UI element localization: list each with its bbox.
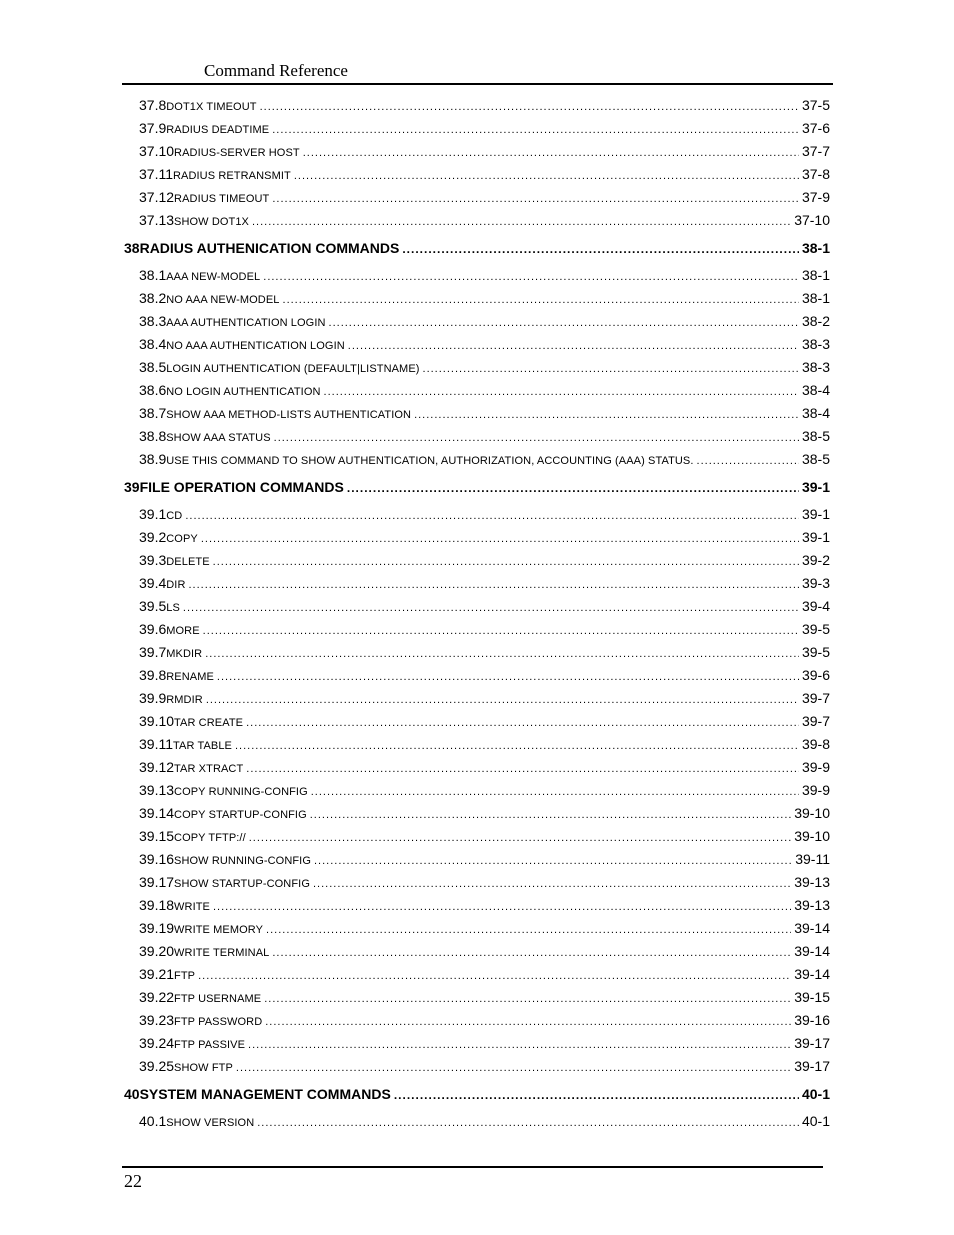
toc-leader [394,1079,799,1111]
toc-entry-number: 39.25 [139,1058,175,1074]
toc-leader [235,735,799,758]
toc-entry-number: 39.11 [139,736,173,752]
toc-entry-page: 39-17 [794,1035,830,1051]
toc-entry[interactable] [124,595,830,618]
toc-entry-page: 38-3 [801,359,830,375]
toc-entry-number: 38.7 [139,405,167,421]
toc-entry-title: SHOW VERSION [166,1117,255,1129]
toc-leader [348,335,799,358]
toc-entry-page: 39-16 [794,1012,830,1028]
toc-entry[interactable] [124,802,830,825]
toc-entry[interactable] [124,140,830,163]
toc-entry-number: 39.1 [139,506,167,522]
toc-entry-number: 39.16 [139,851,175,867]
toc-entry[interactable] [124,641,830,664]
toc-entry[interactable] [124,963,830,986]
toc-leader [310,804,791,827]
toc-leader [189,574,799,597]
running-header: Command Reference [204,61,348,80]
toc-entry-number: 39.6 [139,621,167,637]
toc-entry[interactable] [124,572,830,595]
toc-leader [272,942,791,965]
toc-entry[interactable] [124,848,830,871]
toc-entry[interactable] [124,186,830,209]
toc-leader [311,781,799,804]
toc-entry-page: 39-17 [794,1058,830,1074]
table-of-contents [124,94,830,1133]
toc-leader [213,896,791,919]
toc-entry-number: 37.12 [139,189,175,205]
toc-entry-number: 39.7 [139,644,167,660]
toc-entry[interactable] [124,526,830,549]
chapter-title: SYSTEM MANAGEMENT COMMANDS [139,1086,391,1102]
toc-entry-title: DELETE [166,556,210,568]
toc-entry-page: 39-2 [801,552,830,568]
toc-entry[interactable] [124,1009,830,1032]
toc-entry-page: 40-1 [801,1113,830,1129]
toc-leader [283,289,799,312]
toc-entry-number: 38.5 [139,359,167,375]
toc-entry[interactable] [124,448,830,471]
toc-entry-page: 39-13 [794,874,830,890]
toc-entry[interactable] [124,779,830,802]
toc-entry-number: 37.9 [139,120,167,136]
toc-entry-title: AAA AUTHENTICATION LOGIN [166,317,326,329]
toc-entry-title: TAR XTRACT [174,763,244,775]
toc-entry-page: 38-5 [801,428,830,444]
toc-entry[interactable] [124,503,830,526]
toc-leader [264,988,791,1011]
toc-entry-title: SHOW FTP [174,1062,233,1074]
toc-leader [272,119,799,142]
toc-entry-title: COPY STARTUP-CONFIG [174,809,307,821]
toc-leader [423,358,799,381]
toc-entry-page: 39-14 [794,943,830,959]
toc-entry-page: 37-6 [801,120,830,136]
toc-entry-number: 38.1 [139,267,167,283]
toc-entry-title: FTP [174,970,196,982]
toc-entry-number: 39.18 [139,897,175,913]
toc-leader [213,551,799,574]
toc-entry-page: 38-5 [801,451,830,467]
toc-entry[interactable] [124,310,830,333]
toc-entry-title: WRITE TERMINAL [174,947,270,959]
toc-entry-number: 38.3 [139,313,167,329]
toc-chapter[interactable] [124,1078,830,1110]
toc-entry-number: 39.14 [139,805,175,821]
toc-entry[interactable] [124,287,830,310]
toc-entry[interactable] [124,618,830,641]
toc-entry-number: 37.8 [139,97,167,113]
chapter-page: 40-1 [801,1086,830,1102]
toc-entry-page: 37-9 [801,189,830,205]
toc-leader [697,450,799,473]
toc-entry-page: 39-8 [801,736,830,752]
toc-entry[interactable] [124,402,830,425]
toc-entry-number: 39.22 [139,989,175,1005]
footer-divider [122,1166,823,1168]
toc-entry[interactable] [124,940,830,963]
toc-entry[interactable] [124,664,830,687]
toc-entry-page: 37-7 [801,143,830,159]
toc-entry-number: 39.2 [139,529,167,545]
toc-entry-title: WRITE MEMORY [174,924,264,936]
toc-entry-page: 39-9 [801,782,830,798]
toc-entry-number: 38.2 [139,290,167,306]
toc-entry-page: 39-3 [801,575,830,591]
toc-leader [198,965,791,988]
toc-entry-page: 39-6 [801,667,830,683]
toc-entry-number: 39.13 [139,782,175,798]
toc-entry-title: RADIUS DEADTIME [166,124,270,136]
header-divider [122,83,833,85]
toc-entry-page: 39-9 [801,759,830,775]
toc-entry[interactable] [124,209,830,232]
toc-entry-title: AAA NEW-MODEL [166,271,261,283]
toc-entry-number: 39.20 [139,943,175,959]
toc-leader [265,1011,791,1034]
toc-entry-title: FTP USERNAME [174,993,262,1005]
toc-leader [248,1034,791,1057]
toc-entry-title: FTP PASSIVE [174,1039,246,1051]
toc-entry[interactable] [124,94,830,117]
toc-chapter[interactable] [124,232,830,264]
toc-entry-title: RMDIR [166,694,203,706]
toc-entry[interactable] [124,733,830,756]
toc-entry-page: 39-1 [801,529,830,545]
chapter-number: 39 [124,479,140,495]
toc-leader [252,211,791,234]
toc-entry[interactable] [124,894,830,917]
toc-entry[interactable] [124,549,830,572]
toc-leader [257,1112,799,1135]
toc-entry-title: COPY [166,533,198,545]
toc-leader [329,312,799,335]
toc-entry-title: FTP PASSWORD [174,1016,263,1028]
toc-leader [205,643,799,666]
toc-entry-number: 37.11 [139,166,173,182]
toc-leader [201,528,799,551]
toc-entry-title: LOGIN AUTHENTICATION (DEFAULT|LISTNAME) [166,363,420,375]
toc-entry[interactable] [124,356,830,379]
toc-entry[interactable] [124,710,830,733]
chapter-title: FILE OPERATION COMMANDS [139,479,344,495]
toc-entry-title: COPY RUNNING-CONFIG [174,786,308,798]
toc-leader [324,381,799,404]
toc-entry[interactable] [124,1110,830,1133]
toc-entry-title: SHOW AAA STATUS [166,432,271,444]
toc-entry-title: SHOW RUNNING-CONFIG [174,855,311,867]
toc-entry-page: 39-13 [794,897,830,913]
toc-entry-page: 38-1 [801,267,830,283]
toc-entry[interactable] [124,756,830,779]
toc-leader [185,505,799,528]
toc-leader [414,404,799,427]
toc-entry-title: SHOW DOT1X [174,216,249,228]
chapter-number: 38 [124,240,140,256]
toc-entry-number: 39.21 [139,966,175,982]
toc-entry[interactable] [124,687,830,710]
toc-chapter[interactable] [124,471,830,503]
toc-entry-page: 39-7 [801,713,830,729]
chapter-number: 40 [124,1086,140,1102]
toc-entry-number: 38.4 [139,336,167,352]
toc-leader [183,597,799,620]
toc-leader [203,620,799,643]
toc-entry-title: TAR CREATE [174,717,244,729]
toc-entry-page: 39-5 [801,644,830,660]
toc-entry-number: 39.23 [139,1012,175,1028]
toc-leader [266,919,791,942]
toc-entry-number: 39.5 [139,598,167,614]
toc-entry-title: LS [166,602,180,614]
toc-entry[interactable] [124,379,830,402]
toc-entry-number: 38.6 [139,382,167,398]
toc-entry-title: RADIUS-SERVER HOST [174,147,300,159]
chapter-title: RADIUS AUTHENICATION COMMANDS [139,240,400,256]
toc-entry-title: COPY TFTP:// [174,832,246,844]
toc-entry-title: SHOW STARTUP-CONFIG [174,878,310,890]
toc-entry-title: USE THIS COMMAND TO SHOW AUTHENTICATION, AUTHORIZATION, ACCOUNTING (AAA) STATUS. [166,455,694,467]
toc-entry-title: NO LOGIN AUTHENTICATION [166,386,321,398]
toc-leader [402,233,799,265]
toc-entry-title: RADIUS TIMEOUT [174,193,270,205]
toc-entry-number: 39.24 [139,1035,175,1051]
toc-entry-page: 37-10 [794,212,830,228]
toc-entry[interactable] [124,1055,830,1078]
toc-leader [260,96,799,119]
toc-leader [294,165,799,188]
toc-entry-page: 39-10 [794,828,830,844]
toc-leader [217,666,799,689]
toc-entry-number: 39.9 [139,690,167,706]
toc-entry[interactable] [124,871,830,894]
toc-entry-title: RADIUS RETRANSMIT [173,170,291,182]
toc-entry-title: CD [166,510,183,522]
toc-entry-number: 37.10 [139,143,175,159]
chapter-page: 38-1 [801,240,830,256]
toc-entry[interactable] [124,825,830,848]
toc-entry-page: 39-4 [801,598,830,614]
toc-entry[interactable] [124,117,830,140]
toc-entry[interactable] [124,333,830,356]
toc-entry-title: NO AAA AUTHENTICATION LOGIN [166,340,345,352]
toc-leader [246,758,799,781]
toc-entry-page: 38-4 [801,382,830,398]
toc-entry-page: 39-11 [795,851,830,867]
toc-leader [303,142,799,165]
toc-entry[interactable] [124,264,830,287]
toc-entry-page: 38-2 [801,313,830,329]
toc-entry[interactable] [124,986,830,1009]
toc-entry-number: 39.8 [139,667,167,683]
toc-entry[interactable] [124,1032,830,1055]
toc-entry-number: 39.15 [139,828,175,844]
toc-entry-title: MKDIR [166,648,203,660]
toc-entry-title: WRITE [174,901,210,913]
toc-entry-page: 39-14 [794,966,830,982]
toc-entry-page: 39-14 [794,920,830,936]
toc-entry-page: 37-5 [801,97,830,113]
toc-entry-page: 39-10 [794,805,830,821]
toc-entry-title: NO AAA NEW-MODEL [166,294,280,306]
toc-entry-number: 40.1 [139,1113,167,1129]
toc-entry-title: MORE [166,625,200,637]
toc-leader [236,1057,791,1080]
toc-entry-title: DIR [166,579,186,591]
toc-leader [249,827,791,850]
toc-leader [246,712,799,735]
toc-entry-number: 37.13 [139,212,175,228]
toc-leader [314,850,792,873]
toc-entry-number: 39.3 [139,552,167,568]
page-number: 22 [124,1171,142,1191]
chapter-page: 39-1 [801,479,830,495]
toc-entry-page: 38-1 [801,290,830,306]
toc-entry-number: 39.4 [139,575,167,591]
toc-entry-title: RENAME [166,671,214,683]
toc-entry[interactable] [124,917,830,940]
toc-entry-number: 39.10 [139,713,175,729]
toc-leader [272,188,799,211]
toc-entry-page: 39-1 [801,506,830,522]
toc-entry[interactable] [124,425,830,448]
toc-entry-title: TAR TABLE [173,740,232,752]
toc-entry-number: 38.9 [139,451,167,467]
toc-entry-page: 38-3 [801,336,830,352]
toc-leader [274,427,799,450]
toc-entry-title: DOT1X TIMEOUT [166,101,257,113]
toc-leader [313,873,791,896]
toc-leader [263,266,799,289]
toc-leader [347,472,799,504]
toc-entry-page: 38-4 [801,405,830,421]
toc-leader [206,689,799,712]
toc-entry-number: 39.17 [139,874,175,890]
toc-entry-number: 38.8 [139,428,167,444]
toc-entry-page: 37-8 [801,166,830,182]
toc-entry-page: 39-7 [801,690,830,706]
toc-entry-page: 39-15 [794,989,830,1005]
toc-entry[interactable] [124,163,830,186]
toc-entry-number: 39.12 [139,759,175,775]
toc-entry-title: SHOW AAA METHOD-LISTS AUTHENTICATION [166,409,412,421]
toc-entry-page: 39-5 [801,621,830,637]
toc-entry-number: 39.19 [139,920,175,936]
